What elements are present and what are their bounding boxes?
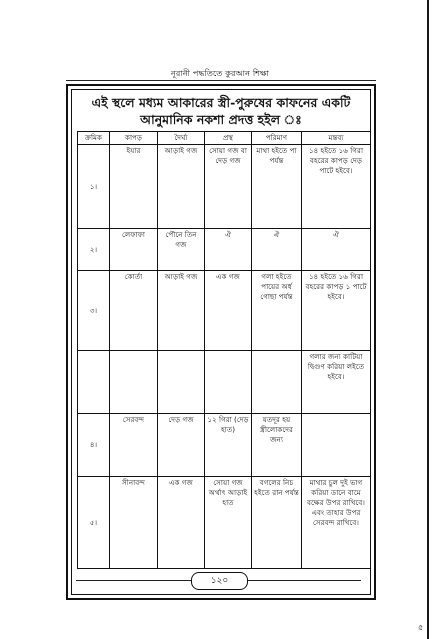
- cell-width: ১২ গিরা (দেড় হাত): [205, 414, 252, 477]
- table-header-row: [78, 132, 371, 145]
- cell-note: গলার জন্য কাটিয়া দ্বিগুণ করিয়া লইতে হইবে।: [302, 351, 371, 414]
- cell-width: [205, 351, 252, 414]
- cell-amount: গলা হইতে পায়ের অর্ধ গোছা পর্যন্ত: [252, 271, 302, 351]
- cell-length: আড়াই গজ: [158, 145, 205, 229]
- title-line-1: এই স্থলে মধ্যম আকারের স্ত্রী-পুরুষের কাফনের একটি: [91, 95, 351, 110]
- cell-amount: মাথা হইতে পা পর্যন্ত: [252, 145, 302, 229]
- page-title: [78, 94, 364, 128]
- cell-cloth: সেরবন্দ: [110, 414, 158, 477]
- cell-note: ১৪ হইতে ১৬ গিরা বহরের কাপড় দেড় পাটে হইবে।: [302, 145, 371, 229]
- cell-note: ১৪ হইতে ১৬ গিরা বহরের কাপড় ১ পাটে হইবে।: [302, 271, 371, 351]
- cell-cloth: সীনাবন্দ: [110, 477, 158, 569]
- table-row: [78, 351, 371, 414]
- cell-length: আড়াই গজ: [158, 271, 205, 351]
- cell-note: ঐ: [302, 229, 371, 271]
- cell-serial: ৫।: [78, 477, 110, 569]
- cell-cloth: লেফাফা: [110, 229, 158, 271]
- column-header-width: প্রস্থ: [205, 132, 252, 145]
- cell-cloth: কোর্তা: [110, 271, 158, 351]
- cell-serial: ১।: [78, 145, 110, 229]
- cell-amount: [252, 351, 302, 414]
- running-header: নূরানী পদ্ধতিতে কুরআন শিক্ষা: [170, 69, 270, 78]
- cell-width: সোয়া গজ বা দেড় গজ: [205, 145, 252, 229]
- table-row: [78, 414, 371, 477]
- cell-amount: বগলের নিচ হইতে রান পর্যন্ত: [252, 477, 302, 569]
- table-row: [78, 145, 371, 229]
- title-line-2: আনুমানিক নকশা প্রদত্ত হইল ঃ: [140, 112, 302, 127]
- cell-note: [302, 414, 371, 477]
- cell-serial: ২।: [78, 229, 110, 271]
- cell-length: দেড় গজ: [158, 414, 205, 477]
- cell-note: মাথার চুল দুই ভাগ করিয়া ডানে বামে বক্ষের উপর রাখিবে। এবং তাহার উপর সেরবন্দ রাখিবে।: [302, 477, 371, 569]
- cell-cloth: [110, 351, 158, 414]
- corner-mark: ৫: [418, 623, 424, 632]
- footer-rule-left: [76, 580, 191, 581]
- kafan-table: [77, 131, 371, 569]
- cell-amount: যতদূর হয় স্ত্রীলোকদের জন্য: [252, 414, 302, 477]
- cell-width: সোয়া গজ অর্থাৎ আড়াই হাত: [205, 477, 252, 569]
- cell-length: এক গজ: [158, 477, 205, 569]
- cell-length: পৌনে তিন গজ: [158, 229, 205, 271]
- column-header-amount: পরিমাণ: [252, 132, 302, 145]
- table-row: [78, 229, 371, 271]
- cell-length: [158, 351, 205, 414]
- cell-serial: ৩।: [78, 271, 110, 351]
- table-row: [78, 271, 371, 351]
- footer-rule-right: [246, 580, 361, 581]
- column-header-serial: ক্রমিক: [78, 132, 110, 145]
- header-rule: [66, 80, 376, 81]
- page-number: ১২০: [191, 572, 248, 590]
- page-binding-edge: [427, 0, 429, 639]
- cell-width: এক গজ: [205, 271, 252, 351]
- cell-width: ঐ: [205, 229, 252, 271]
- cell-cloth: ইযার: [110, 145, 158, 229]
- column-header-length: দৈর্ঘ্য: [158, 132, 205, 145]
- table-row: [78, 477, 371, 569]
- cell-serial: ৪।: [78, 414, 110, 477]
- cell-serial: [78, 351, 110, 414]
- cell-amount: ঐ: [252, 229, 302, 271]
- column-header-note: মন্তব্য: [302, 132, 371, 145]
- column-header-cloth: কাপড়: [110, 132, 158, 145]
